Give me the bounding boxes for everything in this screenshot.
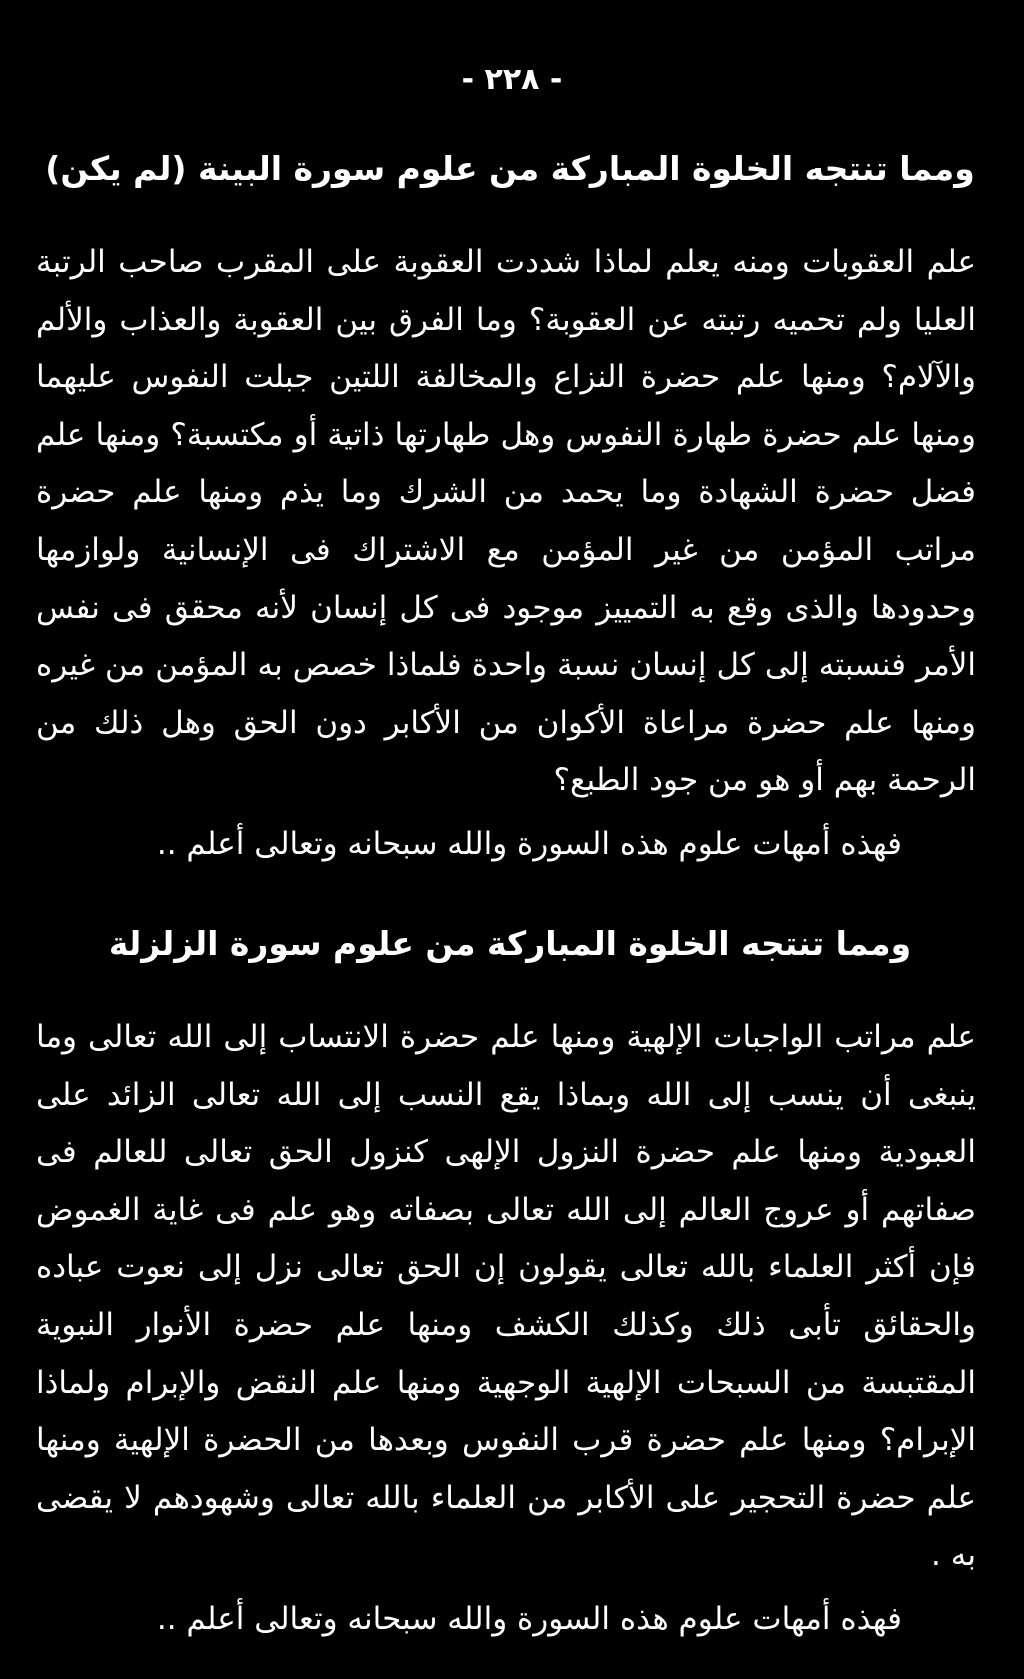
page-number: - ٢٢٨ - bbox=[461, 62, 563, 97]
section-body: علم مراتب الواجبات الإلهية ومنها علم حضرة الانتساب إلى الله تعالى وما ينبغى أن ينسب إلى الله وبماذا يقع النسب إلى الله تعالى الزائد على العبودية ومنها علم حضرة النزول الإلهى كنزول الحق تعالى للعالم فى صفاتهم أو عروج العالم إلى الله تعالى بصفاته وهو علم فى غاية الغموض فإن أكثر العلماء بالله تعالى يقولون إن الحق تعالى نزل إلى نعوت عباده والحقائق تأبى ذلك وكذلك الكشف ومنها علم حضرة الأنوار النبوية المقتبسة من السبحات الإلهية الوجهية ومنها علم النقض والإبرام ولماذا الإبرام؟ ومنها علم حضرة قرب النفوس وبعدها من الحضرة الإلهية ومنها علم حضرة التحجير على الأكابر من العلماء بالله تعالى وشهودهم لا يقضى به . bbox=[36, 1019, 976, 1574]
section-closing: فهذه أمهات علوم هذه السورة والله سبحانه وتعالى أعلم .. bbox=[156, 825, 902, 862]
section-heading: ومما تنتجه الخلوة المباركة من علوم سورة البينة (لم يكن) bbox=[45, 149, 975, 188]
section-heading: ومما تنتجه الخلوة المباركة من علوم سورة الزلزلة bbox=[108, 924, 912, 963]
section-bayyina bbox=[36, 140, 984, 874]
section-zalzala bbox=[36, 915, 984, 1649]
section-closing: فهذه أمهات علوم هذه السورة والله سبحانه وتعالى أعلم .. bbox=[156, 1600, 902, 1637]
section-body: علم العقوبات ومنه يعلم لماذا شددت العقوبة على المقرب صاحب الرتبة العليا ولم تحميه رتبته عن العقوبة؟ وما الفرق بين العقوبة والعذاب والألم والآلام؟ ومنها علم حضرة النزاع والمخالفة اللتين جبلت النفوس عليهما ومنها علم حضرة طهارة النفوس وهل طهارتها ذاتية أو مكتسبة؟ ومنها علم فضل حضرة الشهادة وما يحمد من الشرك وما يذم ومنها علم حضرة مراتب المؤمن من غير المؤمن مع الاشتراك فى الإنسانية ولوازمها وحدودها والذى وقع به التمييز موجود فى كل إنسان لأنه محقق فى نفس الأمر فنسبته إلى كل إنسان نسبة واحدة فلماذا خصص به المؤمن من غيره ومنها علم حضرة مراعاة الأكوان من الأكابر دون الحق وهل ذلك من الرحمة بهم أو هو من جود الطبع؟ bbox=[36, 244, 976, 799]
